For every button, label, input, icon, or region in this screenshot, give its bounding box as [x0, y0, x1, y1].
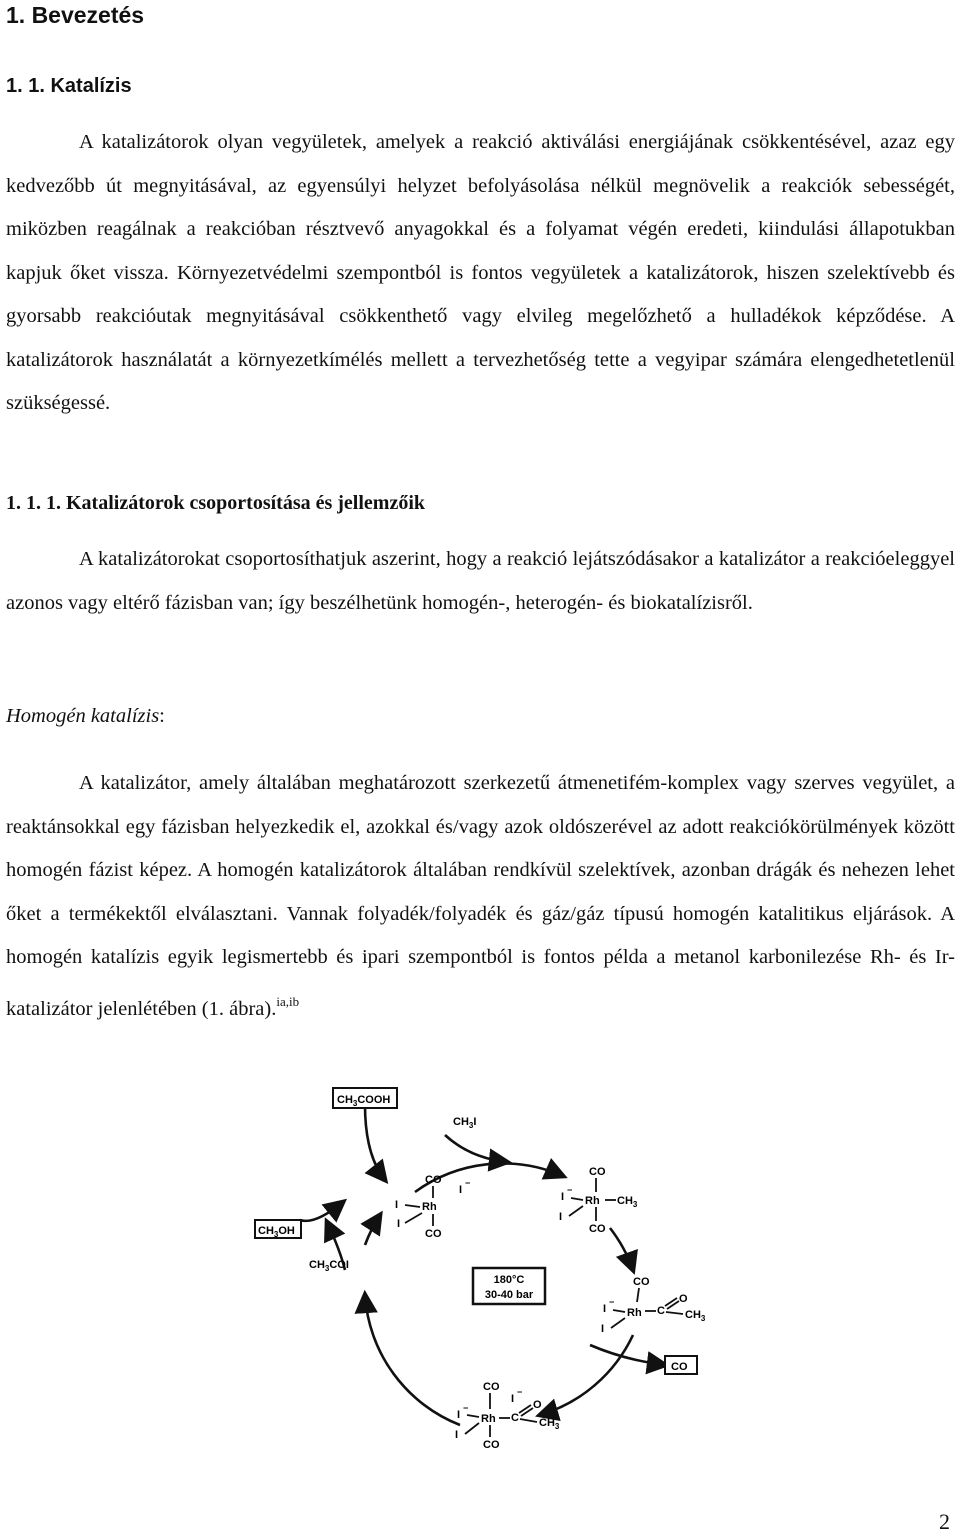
acetic-acid-box: [333, 1088, 397, 1108]
svg-text:CH3: $CH_3$: [539, 1417, 560, 1431]
svg-text:I: I: [455, 1429, 459, 1441]
svg-text:CH3COOH: $CH_3COOH$: [337, 1094, 391, 1108]
methanol-box: [255, 1220, 301, 1239]
svg-text:Rh: Rh: [627, 1307, 642, 1319]
svg-text:CH3COI: $CH_3COI$: [309, 1259, 349, 1273]
svg-text:CO: CO: [483, 1381, 500, 1393]
svg-text:O: O: [533, 1399, 542, 1411]
complex-acyl-rh-co: [455, 1381, 560, 1451]
svg-text:C: C: [511, 1412, 519, 1424]
svg-text:Rh: Rh: [481, 1413, 496, 1425]
section-heading: 1. 1. Katalízis: [6, 75, 132, 97]
svg-text:O: O: [679, 1293, 688, 1305]
citation-superscript: ia,ib: [276, 993, 300, 1009]
homogeneous-catalysis-heading: [6, 701, 165, 731]
svg-text:CO: CO: [671, 1361, 688, 1373]
svg-text:I: I: [601, 1323, 605, 1335]
homogeneous-catalysis-label: Homogén katalízis: [6, 705, 160, 727]
svg-text:180°C: 180°C: [493, 1274, 525, 1286]
svg-text:CH3: $CH_3$: [685, 1309, 706, 1323]
complex-methyl-rh: [559, 1166, 638, 1235]
svg-text:I: I: [559, 1211, 563, 1223]
svg-text:CO: CO: [425, 1228, 442, 1240]
svg-text:I: I: [561, 1191, 565, 1203]
subsection-heading: 1. 1. 1. Katalizátorok csoportosítása és jellemzőik: [6, 492, 426, 514]
svg-text:I: I: [397, 1218, 401, 1230]
acetyl-iodide-label: [309, 1259, 349, 1273]
svg-text:C: C: [657, 1305, 665, 1317]
svg-text:30-40 bar: 30-40 bar: [484, 1289, 534, 1301]
reaction-conditions-box: [473, 1268, 545, 1304]
svg-text:−: −: [609, 1297, 615, 1307]
methyl-iodide-label: [453, 1116, 476, 1130]
catalytic-cycle-arrows: [300, 1105, 665, 1425]
svg-text:Rh: Rh: [422, 1201, 437, 1213]
svg-text:−: −: [567, 1185, 573, 1195]
svg-text:CH3OH: $CH_3OH$: [258, 1225, 295, 1239]
svg-text:I: I: [395, 1199, 399, 1211]
page-number: 2: [939, 1509, 950, 1534]
paragraph-homogeneous-text: A katalizátor, amely általában meghatározott szerkezetű átmenetifém-komplex vagy szerves vegyület, a reaktánsokkal egy fázisban helyezkedik el, azokkal és/vagy azok oldószerével az adott reakciókörülmények között homogén fázist képez. A homogén katalizátorok általában rendkívül szelektívek, azonban drágák és nehezen lehet őket a termékektől elválasztani. Vannak folyadék/folyadék és gáz/gáz típusú homogén katalitikus eljárások. A homogén katalízis egyik legismertebb és ipari szempontból is fontos példa a metanol karbonilezése Rh- és Ir-katalizátor jelenlétében (1. ábra).: [6, 772, 955, 1020]
carbonylation-cycle-figure: [245, 1080, 745, 1470]
svg-text:−: −: [463, 1403, 469, 1413]
svg-text:CO: CO: [483, 1439, 500, 1451]
svg-text:CO: CO: [589, 1223, 606, 1235]
svg-text:CH3: $CH_3$: [617, 1195, 638, 1209]
svg-text:I: I: [511, 1393, 515, 1405]
svg-text:Rh: Rh: [585, 1195, 600, 1207]
svg-text:I: I: [459, 1184, 463, 1196]
paragraph-classification: A katalizátorokat csoportosíthatjuk aszerint, hogy a reakció lejátszódásakor a katalizátor a reakcióeleggyel azonos vagy eltérő fázisban van; így beszélhetünk homogén-, heterogén- és biokatalízisről.: [6, 548, 955, 614]
svg-text:−: −: [465, 1178, 471, 1188]
svg-text:CO: CO: [589, 1166, 606, 1178]
heading-colon: :: [159, 705, 165, 727]
svg-text:−: −: [517, 1387, 523, 1397]
chapter-heading: 1. Bevezetés: [6, 2, 145, 28]
complex-rh-co2i2: [395, 1174, 470, 1240]
carbon-monoxide-box: [665, 1356, 697, 1374]
svg-text:CO: CO: [633, 1276, 650, 1288]
svg-text:CH3I: $CH_3I$: [453, 1116, 477, 1130]
svg-text:CO: CO: [425, 1174, 442, 1186]
svg-text:I: I: [457, 1409, 461, 1421]
paragraph-catalysis-intro: A katalizátorok olyan vegyületek, amelyek a reakció aktiválási energiájának csökkentésével, azaz egy kedvezőbb út megnyitásával, az egyensúlyi helyzet befolyásolása nélkül megnövelik a reakciók sebességét, miközben reagálnak a reakcióban résztvevő anyagokkal és a folyamat végén eredeti, kiindulási állapotukban kapjuk őket vissza. Környezetvédelmi szempontból is fontos vegyületek a katalizátorok, hiszen szelektívebb és gyorsabb reakcióutak megnyitásával csökkenthető vagy elvileg megelőzhető a hulladékok képződése. A katalizátorok használatát a környezetkímélés mellett a tervezhetőség tette a vegyipar számára elengedhetetlenül szükségessé.: [6, 131, 955, 414]
paragraph-homogeneous: [6, 762, 955, 1031]
svg-text:I: I: [603, 1303, 607, 1315]
complex-acyl-rh: [601, 1276, 706, 1335]
